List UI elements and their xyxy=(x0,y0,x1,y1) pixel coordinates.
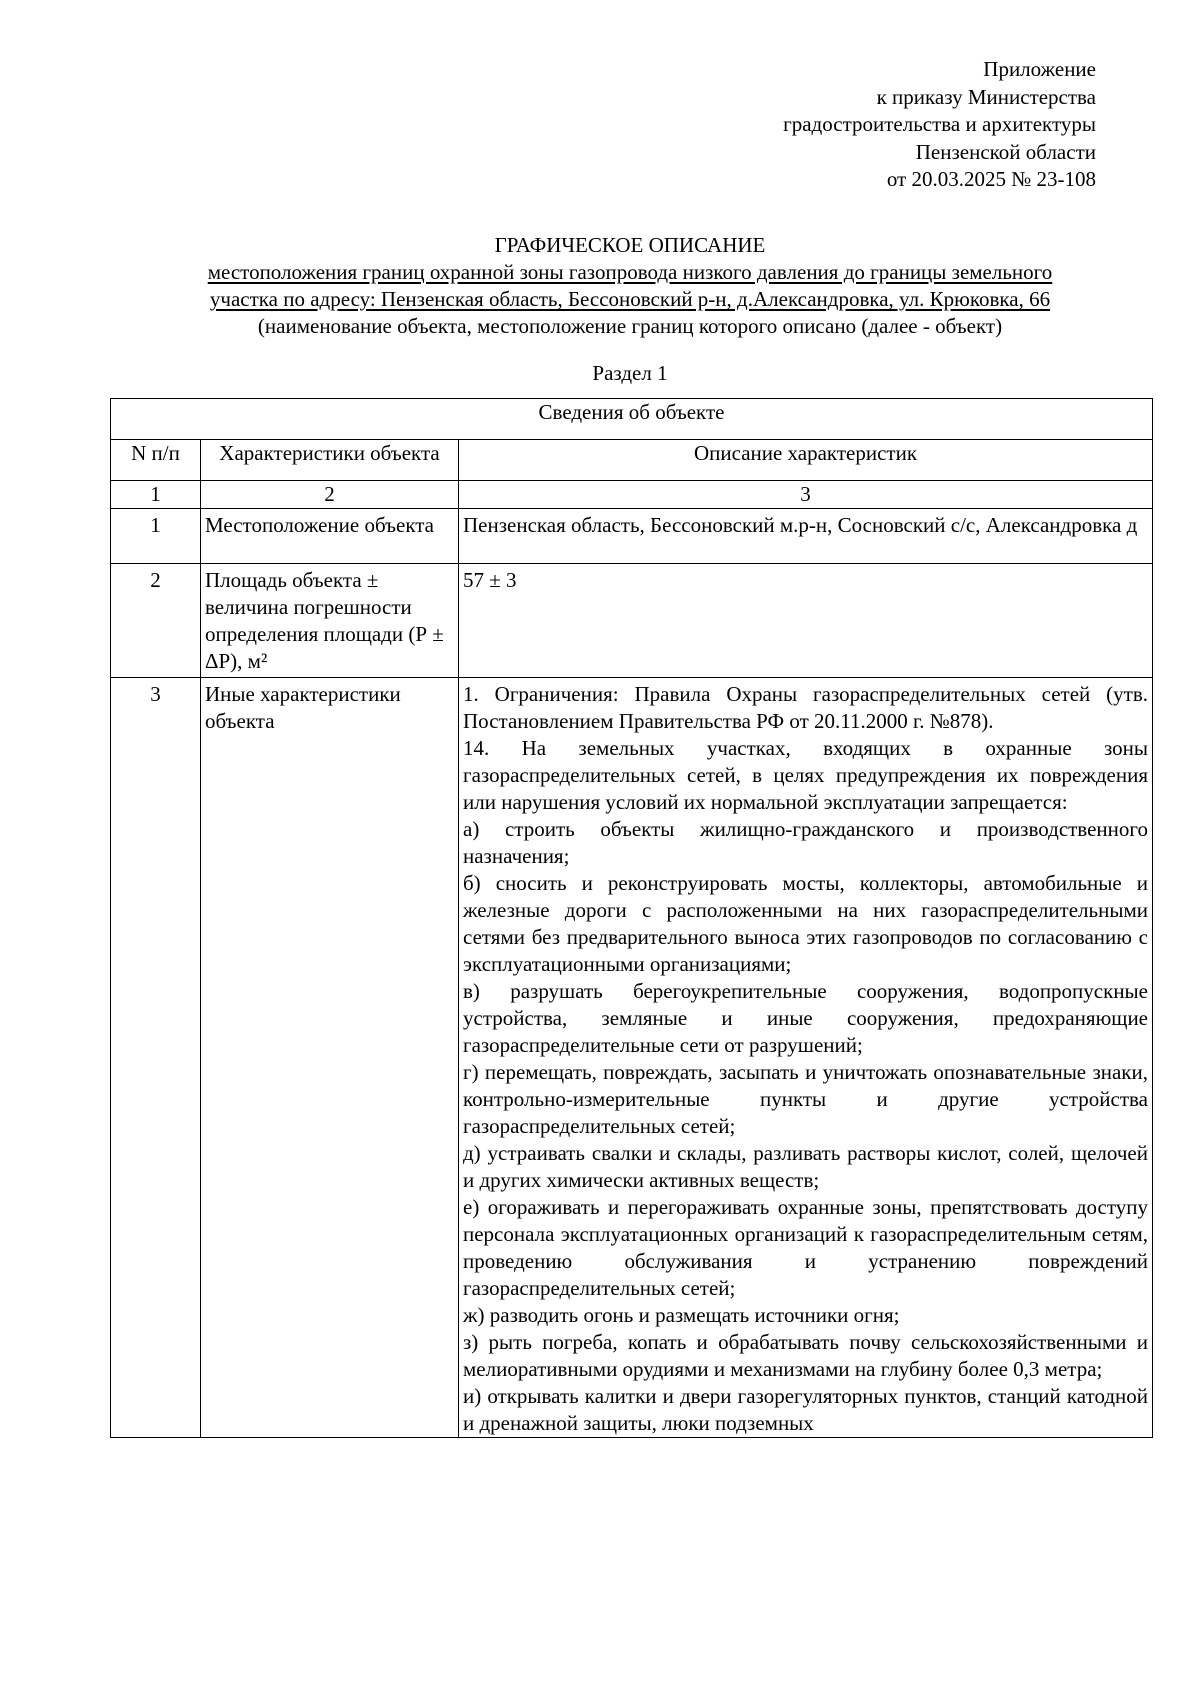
row-description: 57 ± 3 xyxy=(459,564,1153,678)
column-number: 1 xyxy=(111,481,201,509)
restriction-paragraph: а) строить объекты жилищно-гражданского и производственного назначения; xyxy=(463,817,1148,868)
appendix-line: Пензенской области xyxy=(915,139,1096,164)
table-row xyxy=(111,509,1153,564)
column-number: 3 xyxy=(459,481,1153,509)
column-number: 2 xyxy=(201,481,459,509)
row-number: 3 xyxy=(111,678,201,1438)
row-characteristic: Местоположение объекта xyxy=(201,509,459,564)
row-characteristic: Площадь объекта ± величина погрешности определения площади (Р ± ΔР), м² xyxy=(201,564,459,678)
restriction-paragraph: 1. Ограничения: Правила Охраны газораспределительных сетей (утв. Постановлением Правительства РФ от 20.11.2000 г. №878). xyxy=(463,682,1148,733)
restriction-paragraph: 14. На земельных участках, входящих в охранные зоны газораспределительных сетей, в целях предупреждения их повреждения или нарушения условий их нормальной эксплуатации запрещается: xyxy=(463,736,1148,814)
header-cell-characteristic: Характеристики объекта xyxy=(201,440,459,481)
object-name-line: участка по адресу: Пензенская область, Бессоновский р-н, д.Александровка, ул. Крюковка, 66 xyxy=(209,287,1051,311)
row-description xyxy=(459,678,1153,1438)
restriction-paragraph: ж) разводить огонь и размещать источники огня; xyxy=(463,1303,900,1327)
section-title: Раздел 1 xyxy=(592,361,668,385)
object-name-line: местоположения границ охранной зоны газопровода низкого давления до границы земельного xyxy=(207,260,1053,284)
header-cell-number: N п/п xyxy=(111,440,201,481)
restriction-paragraph: в) разрушать берегоукрепительные сооружения, водопропускные устройства, земляные и иные сооружения, предохраняющие газораспределительные сети от разрушений; xyxy=(463,979,1148,1057)
object-name-caption: (наименование объекта, местоположение границ которого описано (далее - объект) xyxy=(257,314,1003,338)
row-number: 1 xyxy=(111,509,201,564)
row-characteristic: Иные характеристики объекта xyxy=(201,678,459,1438)
restriction-paragraph: з) рыть погреба, копать и обрабатывать почву сельскохозяйственными и мелиоративными орудиями и механизмами на глубину более 0,3 метра; xyxy=(463,1330,1148,1381)
title-heading: ГРАФИЧЕСКОЕ ОПИСАНИЕ xyxy=(494,233,766,257)
row-number: 2 xyxy=(111,564,201,678)
header-cell-description: Описание характеристик xyxy=(459,440,1153,481)
row-description: Пензенская область, Бессоновский м.р-н, Сосновский с/с, Александровка д xyxy=(459,509,1153,564)
restriction-paragraph: б) сносить и реконструировать мосты, коллекторы, автомобильные и железные дороги с расположенными на них газораспределительными сетями без предварительного выноса этих газопроводов по согласованию с эксплуатационными организациями; xyxy=(463,871,1148,976)
document-title xyxy=(110,232,1150,340)
appendix-line: от 20.03.2025 № 23-108 xyxy=(886,167,1096,191)
table-caption: Сведения об объекте xyxy=(111,399,1153,440)
restriction-paragraph: д) устраивать свалки и склады, разливать растворы кислот, солей, щелочей и других химически активных веществ; xyxy=(463,1141,1148,1192)
table-row xyxy=(111,564,1153,678)
table-row xyxy=(111,678,1153,1438)
restriction-paragraph: г) перемещать, повреждать, засыпать и уничтожать опознавательные знаки, контрольно-измерительные пункты и другие устройства газораспределительных сетей; xyxy=(463,1060,1148,1138)
restriction-paragraph: и) открывать калитки и двери газорегуляторных пунктов, станций катодной и дренажной защиты, люки подземных xyxy=(463,1384,1148,1435)
object-info-table xyxy=(110,398,1153,1438)
appendix-line: Приложение xyxy=(983,57,1096,81)
appendix-block xyxy=(783,56,1096,194)
appendix-line: к приказу Министерства xyxy=(876,84,1096,109)
restriction-paragraph: е) огораживать и перегораживать охранные зоны, препятствовать доступу персонала эксплуатационных организаций к газораспределительным сетям, проведению обслуживания и устранению повреждений газораспределительных сетей; xyxy=(463,1195,1148,1300)
appendix-line: градостроительства и архитектуры xyxy=(783,112,1096,136)
